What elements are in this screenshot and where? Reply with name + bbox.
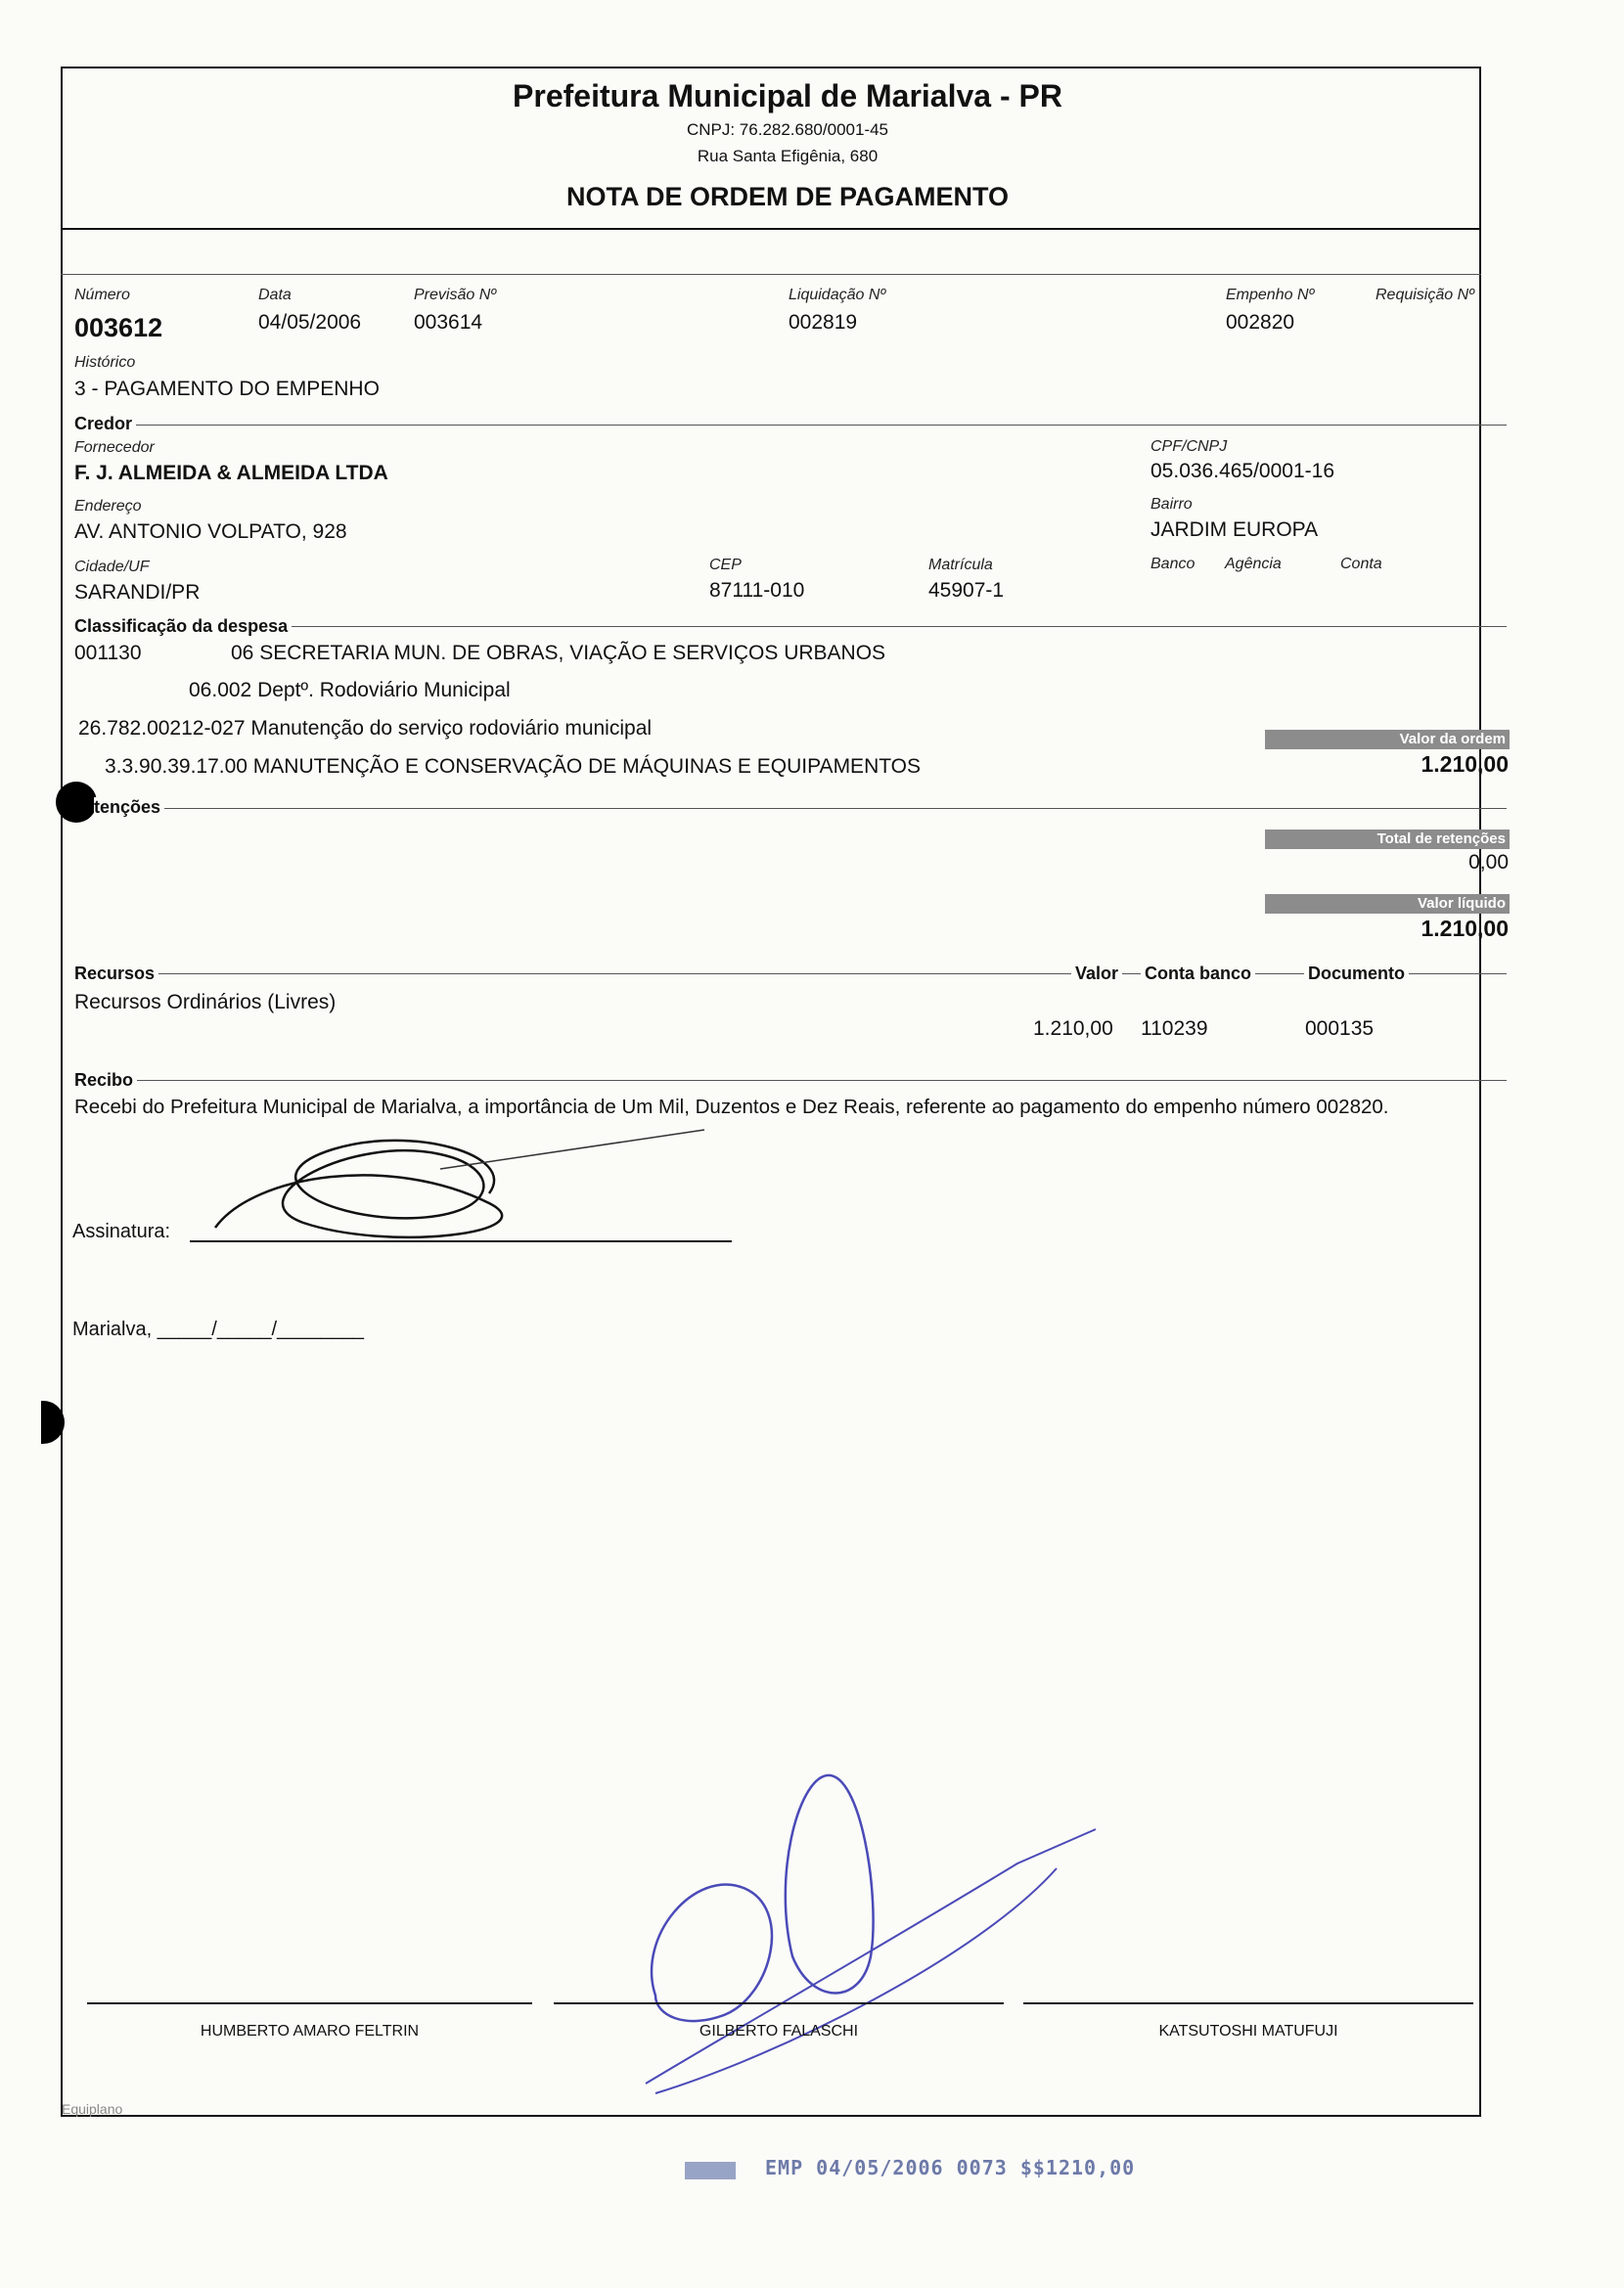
matricula-value: 45907-1 [928,579,1005,602]
empenho-value: 002820 [1226,311,1295,334]
classificacao-funcional: 26.782.00212-027 Manutenção do serviço rodoviário municipal [78,717,653,740]
total-retencoes-bar [1265,830,1510,849]
cpf-label: CPF/CNPJ [1150,438,1228,455]
classificacao-orgao: 06 SECRETARIA MUN. DE OBRAS, VIAÇÃO E SERVIÇOS URBANOS [231,642,886,664]
valor-liquido-bar [1265,894,1510,914]
recibo-line [74,1080,1507,1081]
signature-line [554,2002,1004,2004]
numero-value: 003612 [74,313,163,342]
recursos-documento: 000135 [1305,1017,1375,1040]
page-title: Prefeitura Municipal de Marialva - PR [513,78,1062,113]
assinatura-line[interactable] [190,1240,732,1242]
retencoes-section: tenções [94,797,164,818]
recursos-valor-header: Valor [1071,964,1122,984]
numero-label: Número [74,287,130,303]
recibo-section: Recibo [74,1070,137,1091]
signature-line [87,2002,532,2004]
bairro-label: Bairro [1150,496,1193,513]
liquidacao-value: 002819 [789,311,858,334]
fornecedor-label: Fornecedor [74,439,155,456]
bairro-value: JARDIM EUROPA [1150,518,1319,541]
credor-section: Credor [74,414,136,434]
signature-line [1023,2002,1473,2004]
header-cnpj: CNPJ: 76.282.680/0001-45 [686,120,889,139]
valor-ordem-bar [1265,730,1510,749]
historico-value: 3 - PAGAMENTO DO EMPENHO [74,378,380,400]
recursos-conta-header: Conta banco [1141,964,1255,984]
data-value: 04/05/2006 [258,311,362,334]
data-label: Data [258,287,292,303]
valor-liquido-label: Valor líquido [1417,895,1506,912]
cep-label: CEP [709,557,742,573]
agencia-label: Agência [1225,556,1282,572]
document-title: NOTA DE ORDEM DE PAGAMENTO [565,182,1009,211]
punch-hole-dot [56,782,97,823]
retencoes-line [74,808,1507,809]
total-retencoes-value: 0,00 [1468,851,1509,874]
cep-value: 87111-010 [709,579,805,602]
recursos-valor: 1.210,00 [1033,1017,1113,1040]
recibo-texto: Recebi do Prefeitura Municipal de Marialva, a importância de Um Mil, Duzentos e Dez Reais, referente ao pagamento do empenho número 002820. [74,1096,1389,1118]
credor-line [74,425,1507,426]
valor-ordem-value: 1.210,00 [1421,751,1509,777]
classificacao-section: Classificação da despesa [74,616,292,637]
fornecedor-value: F. J. ALMEIDA & ALMEIDA LTDA [74,462,388,484]
cidade-value: SARANDI/PR [74,581,201,604]
recursos-conta: 110239 [1141,1017,1208,1040]
footer-stamp-logo [685,2162,736,2179]
ids-top-line [61,274,1481,275]
header-address: Rua Santa Efigênia, 680 [697,147,879,165]
recursos-line [74,973,1507,974]
liquidacao-label: Liquidação Nº [789,287,886,303]
previsao-label: Previsão Nº [414,287,497,303]
signatory-name: KATSUTOSHI MATUFUJI [1158,2023,1338,2040]
banco-label: Banco [1150,556,1195,572]
footer-brand: Equiplano [62,2101,123,2117]
recursos-descricao: Recursos Ordinários (Livres) [74,991,337,1013]
recursos-section: Recursos [74,964,158,984]
conta-label: Conta [1340,556,1382,572]
footer-stamp: EMP 04/05/2006 0073 $$1210,00 [765,2156,1136,2179]
requisicao-label: Requisição Nº [1376,287,1474,303]
signatory-name: HUMBERTO AMARO FELTRIN [200,2023,420,2040]
valor-liquido-value: 1.210,00 [1421,916,1509,941]
endereco-value: AV. ANTONIO VOLPATO, 928 [74,520,347,543]
official-signature-scribble [626,1761,1115,2113]
endereco-label: Endereço [74,498,142,515]
historico-label: Histórico [74,354,136,371]
classificacao-code: 001130 [74,642,142,664]
header-divider [61,228,1481,230]
cidade-label: Cidade/UF [74,559,150,575]
signatory-name: GILBERTO FALASCHI [699,2023,859,2040]
total-retencoes-label: Total de retenções [1376,830,1506,847]
valor-ordem-label: Valor da ordem [1399,731,1506,747]
classificacao-elemento: 3.3.90.39.17.00 MANUTENÇÃO E CONSERVAÇÃO DE MÁQUINAS E EQUIPAMENTOS [105,755,922,778]
cpf-value: 05.036.465/0001-16 [1150,460,1335,482]
local-data: Marialva, _____/_____/________ [72,1319,365,1340]
assinatura-label: Assinatura: [72,1221,171,1242]
recursos-documento-header: Documento [1304,964,1409,984]
previsao-value: 003614 [414,311,483,334]
matricula-label: Matrícula [928,557,993,573]
recibo-signature-scribble [196,1115,744,1252]
empenho-label: Empenho Nº [1226,287,1315,303]
classificacao-unidade: 06.002 Deptº. Rodoviário Municipal [189,679,511,701]
